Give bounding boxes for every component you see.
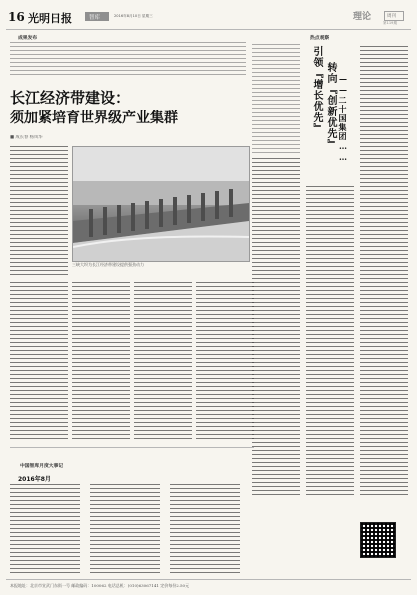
right-title: 理论 [353,12,372,22]
news-photo [72,146,250,262]
footer-rule [6,579,411,580]
date-info: 2016年8月10日 星期三 [114,14,153,18]
paper-name: 光明日报 [28,12,72,25]
right-headline-3: ——二十国集团…… [338,74,348,163]
right-intro-lines [252,44,300,154]
bottom-column-2 [90,484,160,576]
text-column-4 [134,282,192,442]
bottom-year: 2016年8月 [18,476,51,483]
header-rule [6,29,411,30]
dam-illustration [73,147,249,261]
byline: ■ 成长春 杨凤华 [10,135,43,140]
masthead [6,6,411,28]
footer-text: 本报地址：北京市宣武门东街一号 邮政编码：100062 电话总机：(010)63067141 定价每份2.50元 [10,583,190,588]
right-column-label: 热点观察 [310,36,330,41]
page-number: 16 [8,10,25,24]
bottom-section-title: 中国智库月度大事记 [20,464,64,469]
text-column-2 [10,282,68,442]
text-column-1 [10,146,68,276]
right-headline-2: 转向『创新优先』 [325,62,336,150]
right-headline-1: 引领『增长优先』 [311,46,322,134]
headline-line-2: 须加紧培育世界级产业集群 [10,110,178,126]
right-text-col-b [306,186,354,498]
right-article [252,34,412,534]
right-tag: 周刊 [387,14,396,19]
right-text-col-c [360,46,408,498]
text-column-3 [72,282,130,442]
bottom-column-3 [170,484,240,576]
bottom-rule [10,447,254,448]
section-badge [85,12,109,21]
right-text-col-a [252,158,300,498]
headline-line-1: 长江经济带建设： [10,89,131,107]
bottom-column-1 [10,484,80,576]
column-label: 成果发布 [18,36,38,41]
intro-text-block [10,42,246,78]
right-tag-box [384,11,404,21]
section-label: 智库 [89,15,101,21]
right-headline-vertical [306,46,348,176]
right-issue: 第119期 [383,21,398,25]
photo-caption: 三峡大坝为长江经济带建设提供强劲动力 [72,262,144,267]
text-column-5 [196,282,254,442]
qr-code [360,522,396,558]
